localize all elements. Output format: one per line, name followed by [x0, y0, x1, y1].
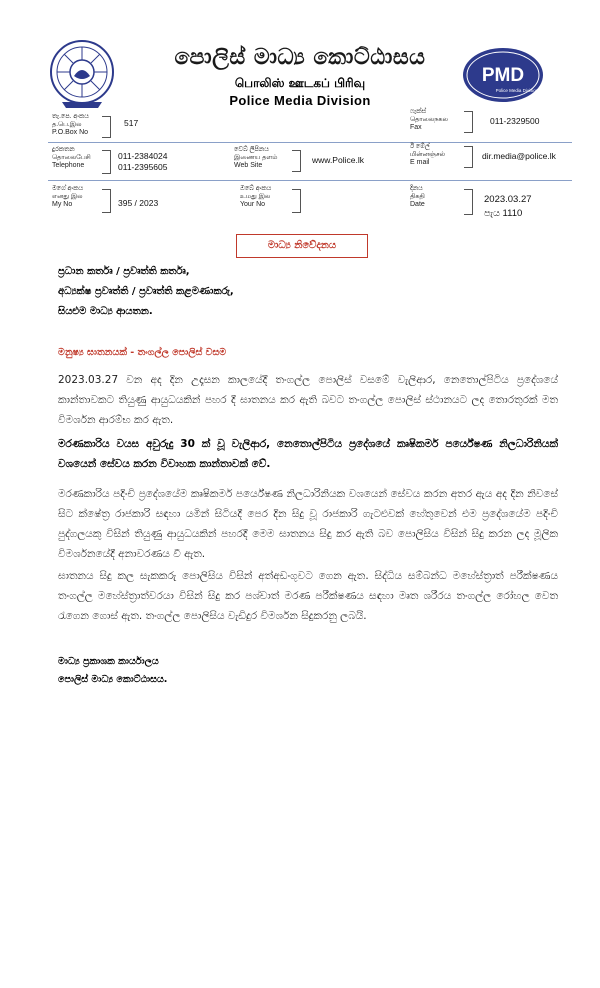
website-bracket [292, 150, 301, 172]
telephone-value-2: 011-2395605 [118, 162, 168, 172]
email-value[interactable]: dir.media@police.lk [482, 151, 556, 161]
date-label: දිනය திகதி Date [410, 185, 425, 208]
fax-value: 011-2329500 [490, 116, 540, 126]
fax-bracket [464, 111, 473, 133]
addressee-line: ප්‍රධාන කර්තෘ / ප්‍රවෘත්ති කර්තෘ, [58, 266, 190, 277]
my-no-label: මගේ අංකය எனது இல My No [52, 185, 84, 208]
date-value: 2023.03.27 [484, 194, 532, 205]
pobox-value: 517 [124, 118, 139, 128]
signature-office: මාධ්‍ය ප්‍රකාශක කාර්යාලය [58, 656, 159, 667]
body-paragraph: මරණකාරිය පදිංචි ප්‍රදේශයේම කෘෂිකර්ම පර්යේෂණ නිලධාරිනියක වශයෙන් සේවය කරන අතර ඇය අද දින නිවසේ සිට ක්ෂේත්‍ර රාජකාරි සඳහා යමින් සිටියදී පෙර දින සිදු වූ රාජකාරි ගැටළුවක් හේතුවෙන් එම ප්‍රදේශයේම පදිංචි පුද්ගලයකු විසින් තියුණු ආයුධයකින් පහරදී මෙම ඝාතනය සිදු කර ඇති බව පොලිසිය විසින් සිදු කරන ලද මූලික විමර්ශනයේදී අනාවරණය වී ඇත. [58, 488, 558, 560]
header-divider [48, 142, 572, 143]
your-no-label: ඔබේ අංකය உமது இல Your No [240, 185, 272, 208]
pmd-logo-text: PMD [481, 65, 525, 86]
fax-label: ෆැක්ස් தொலைநகல Fax [410, 108, 448, 131]
addressee-line: අධ්‍යක්ෂ ප්‍රවෘත්ති / ප්‍රවෘත්ති කළමණාකරු, [58, 286, 234, 297]
website-value[interactable]: www.Police.lk [312, 155, 364, 165]
my-no-bracket [102, 189, 111, 213]
telephone-value-1: 011-2384024 [118, 151, 168, 161]
pobox-bracket [102, 116, 111, 138]
email-bracket [464, 146, 473, 168]
telephone-label: දුරකතන தொலைபேசி Telephone [52, 146, 91, 169]
document-title: මාධ්‍ය නිවේදනය [236, 234, 368, 258]
time-value: පැය 1110 [484, 208, 523, 219]
body-paragraph: ඝාතනය සිදු කල සැකකරු පොලිසිය විසින් අත්අඩංගුවට ගෙන ඇත. සිද්ධිය සම්බන්ධ මහේස්ත්‍රාත් පරීක්ෂණය තංගල්ල මහේස්ත්‍රාත්වරයා විසින් සිදු කර පශ්චාත් මරණ පරීක්ෂණය සඳහා මෘත ශරීරය තංගල්ල රෝහල වෙත රැගෙන ගොස් ඇත. තංගල්ල පොලිසිය වැඩිදුර විමර්ශන සිදුකරනු ලබයි. [58, 570, 558, 622]
header-title-sinhala: පොලිස් මාධ්‍ය කොට්ඨාසය [174, 45, 426, 70]
signature-division: පොලිස් මාධ්‍ය කොට්ඨාසය. [58, 674, 168, 685]
header-title-tamil: பொலிஸ் ஊடகப் பிரிவு [234, 76, 366, 90]
date-bracket [464, 189, 473, 215]
info-divider [48, 180, 572, 181]
pmd-logo-ring-text: Police Media Division [495, 88, 539, 93]
pobox-label: තැ.පෙ. අංකය த.பெ.இல P.O.Box No [52, 113, 89, 136]
email-label: ඊ මේල් மின்னஞ்சல் E mail [410, 143, 445, 166]
website-label: වෙබ් ලිපිනය இணைய தளம் Web Site [234, 146, 278, 169]
body-paragraph-bold: මරණකාරිය වයස අවුරුදු 30 ක් වූ වැලිආර, නෙතොල්පිටිය ප්‍රදේශයේ කෘෂිකර්ම පර්යේෂණ නිලධාරිනියක් වශයෙන් සේවය කරන විවාහක කාන්තාවක් වේ. [58, 438, 558, 470]
telephone-bracket [102, 150, 111, 174]
header-title-english: Police Media Division [229, 93, 371, 108]
addressee-line: සියළුම මාධ්‍ය ආයතන. [58, 306, 153, 317]
body-paragraph: 2023.03.27 වන අද දින උදෑසන කාලයේදී තංගල්ල පොලිස් වසමේ වැලිආර, නෙතොල්පිටිය ප්‍රදේශයේ කාන්තාවකට තියුණු ආයුධයකින් පහර දී ඝාතනය කර ඇති බවට තංගල්ල පොලිස් ස්ථානයට ලද තොරතුරක් මත විමර්ශන ආරම්භ කර ඇත. [58, 374, 558, 426]
your-no-bracket [292, 189, 301, 213]
my-no-value: 395 / 2023 [118, 198, 159, 208]
subject-line: මනුෂ්‍ය ඝාතනයක් - තංගල්ල පොලිස් වසම [58, 347, 227, 358]
